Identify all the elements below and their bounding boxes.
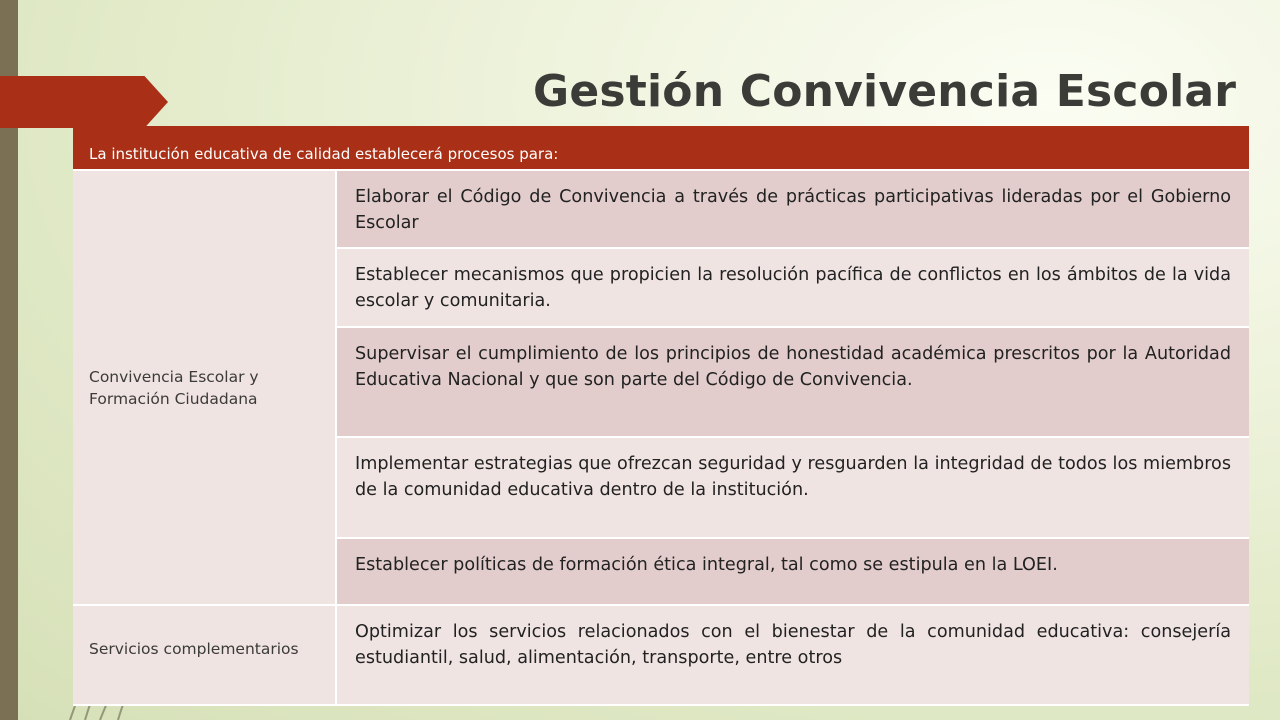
- table-row: [73, 605, 1249, 705]
- category-servicios: Servicios complementarios: [73, 605, 336, 705]
- title-accent-arrow: [0, 76, 168, 128]
- table-row: [73, 170, 1249, 248]
- process-table: [73, 126, 1249, 706]
- process-item: Implementar estrategias que ofrezcan seguridad y resguarden la integridad de todos los miembros de la comunidad educativa dentro de la institución.: [336, 437, 1249, 538]
- slide-title: Gestión Convivencia Escolar: [533, 66, 1237, 117]
- category-convivencia: Convivencia Escolar y Formación Ciudadana: [73, 170, 336, 605]
- table-header-row: [73, 126, 1249, 170]
- process-item: Establecer políticas de formación ética integral, tal como se estipula en la LOEI.: [336, 538, 1249, 605]
- process-item: Supervisar el cumplimiento de los principios de honestidad académica prescritos por la Autoridad Educativa Nacional y que son parte del Código de Convivencia.: [336, 327, 1249, 437]
- process-item: Elaborar el Código de Convivencia a través de prácticas participativas lideradas por el Gobierno Escolar: [336, 170, 1249, 248]
- table-header: La institución educativa de calidad establecerá procesos para:: [73, 126, 1249, 170]
- process-item: Establecer mecanismos que propicien la resolución pacífica de conflictos en los ámbitos de la vida escolar y comunitaria.: [336, 248, 1249, 327]
- process-item: Optimizar los servicios relacionados con el bienestar de la comunidad educativa: consejería estudiantil, salud, alimentación, transporte, entre otros: [336, 605, 1249, 705]
